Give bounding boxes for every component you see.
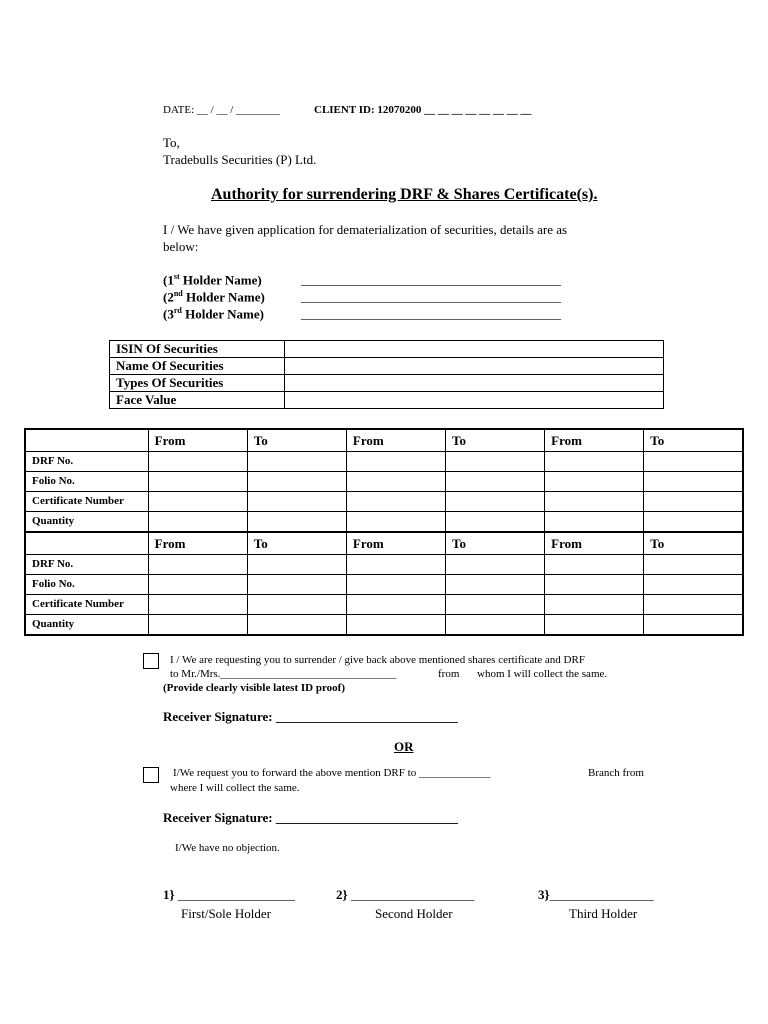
table-cell[interactable]: [247, 512, 346, 533]
header-to: To: [446, 429, 545, 452]
option1-collect-text: whom I will collect the same.: [477, 668, 608, 680]
security-name-label: Name Of Securities: [110, 358, 285, 375]
table-cell[interactable]: [148, 595, 247, 615]
table-cell[interactable]: [346, 575, 445, 595]
option2-line-2: where I will collect the same.: [170, 782, 300, 794]
table-cell[interactable]: [644, 595, 743, 615]
table-row: [25, 595, 743, 615]
quantity-label: Quantity: [25, 615, 148, 636]
table-cell[interactable]: [644, 472, 743, 492]
header-to: To: [247, 429, 346, 452]
table-cell[interactable]: [545, 595, 644, 615]
header-from: From: [545, 429, 644, 452]
isin-value-cell[interactable]: [285, 341, 664, 358]
table-row: [110, 358, 664, 375]
table-cell[interactable]: [545, 575, 644, 595]
intro-line-2: below:: [163, 239, 199, 254]
table-cell[interactable]: [644, 492, 743, 512]
table-cell[interactable]: [446, 472, 545, 492]
holder-1-label: (1st Holder Name): [163, 272, 262, 288]
table-row: [110, 375, 664, 392]
option1-from-text: from: [438, 668, 460, 680]
table-cell[interactable]: [148, 512, 247, 533]
table-header-row: [25, 429, 743, 452]
signatory-1-line[interactable]: 1} __________________: [163, 887, 295, 902]
security-type-label: Types Of Securities: [110, 375, 285, 392]
surrender-checkbox[interactable]: [143, 653, 159, 669]
holder-1-input[interactable]: ________________________________________: [301, 272, 561, 287]
folio-no-label: Folio No.: [25, 575, 148, 595]
table-cell[interactable]: [148, 452, 247, 472]
table-cell[interactable]: [148, 472, 247, 492]
table-cell[interactable]: [446, 452, 545, 472]
table-row: [25, 615, 743, 636]
or-separator: OR: [394, 739, 414, 754]
id-proof-note: (Provide clearly visible latest ID proof): [163, 682, 345, 694]
table-cell[interactable]: [545, 615, 644, 636]
table-cell[interactable]: [446, 512, 545, 533]
signatory-3-line[interactable]: 3}________________: [538, 887, 654, 902]
table-cell[interactable]: [148, 615, 247, 636]
table-cell[interactable]: [346, 492, 445, 512]
header-from: From: [346, 532, 445, 555]
table-cell[interactable]: [644, 615, 743, 636]
table-row: [25, 512, 743, 533]
table-cell[interactable]: [346, 555, 445, 575]
securities-table: [109, 340, 664, 409]
table-row: [110, 392, 664, 409]
header-to: To: [644, 429, 743, 452]
date-field[interactable]: DATE: __ / __ / ________: [163, 104, 281, 116]
signatory-1-label: First/Sole Holder: [181, 906, 271, 921]
intro-line-1: I / We have given application for dematerialization of securities, details are as: [163, 222, 568, 237]
drf-no-label: DRF No.: [25, 555, 148, 575]
page-title: Authority for surrendering DRF & Shares Certificate(s).: [211, 186, 598, 203]
client-id-field[interactable]: CLIENT ID: 12070200 __ __ __ __ __ __ __ __: [314, 104, 532, 116]
forward-checkbox[interactable]: [143, 767, 159, 783]
table-row: [25, 472, 743, 492]
table-cell[interactable]: [644, 575, 743, 595]
signatory-2-label: Second Holder: [375, 906, 453, 921]
holder-3-label: (3rd Holder Name): [163, 306, 264, 322]
table-cell[interactable]: [247, 555, 346, 575]
table-cell[interactable]: [148, 575, 247, 595]
face-value-value-cell[interactable]: [285, 392, 664, 409]
table-corner-cell: [25, 429, 148, 452]
table-cell[interactable]: [247, 575, 346, 595]
table-row: [25, 452, 743, 472]
table-row: [110, 341, 664, 358]
security-type-value-cell[interactable]: [285, 375, 664, 392]
drf-table: [24, 428, 744, 636]
table-cell[interactable]: [545, 512, 644, 533]
receiver-signature-2[interactable]: Receiver Signature: ____________________________: [163, 810, 458, 825]
table-row: [25, 575, 743, 595]
face-value-label: Face Value: [110, 392, 285, 409]
table-cell[interactable]: [346, 595, 445, 615]
table-corner-cell: [25, 532, 148, 555]
table-cell[interactable]: [545, 555, 644, 575]
table-cell[interactable]: [446, 492, 545, 512]
table-cell[interactable]: [446, 615, 545, 636]
table-cell[interactable]: [644, 452, 743, 472]
isin-label: ISIN Of Securities: [110, 341, 285, 358]
header-to: To: [446, 532, 545, 555]
option2-branch-text: Branch from: [588, 767, 644, 779]
table-cell[interactable]: [346, 472, 445, 492]
table-cell[interactable]: [346, 512, 445, 533]
header-from: From: [148, 429, 247, 452]
table-cell[interactable]: [545, 452, 644, 472]
table-cell[interactable]: [545, 492, 644, 512]
header-from: From: [346, 429, 445, 452]
table-cell[interactable]: [247, 595, 346, 615]
holder-2-label: (2nd Holder Name): [163, 289, 265, 305]
header-to: To: [247, 532, 346, 555]
option1-line-1: I / We are requesting you to surrender / give back above mentioned shares certificate and DRF: [170, 654, 585, 666]
holder-3-input[interactable]: ________________________________________: [301, 306, 561, 321]
address-company: Tradebulls Securities (P) Ltd.: [163, 152, 317, 167]
header-to: To: [644, 532, 743, 555]
table-cell[interactable]: [247, 492, 346, 512]
folio-no-label: Folio No.: [25, 472, 148, 492]
header-from: From: [148, 532, 247, 555]
table-cell[interactable]: [446, 555, 545, 575]
table-header-row: [25, 532, 743, 555]
table-cell[interactable]: [247, 615, 346, 636]
no-objection-text: I/We have no objection.: [175, 842, 280, 854]
option1-name-field[interactable]: to Mr./Mrs.________________________________: [170, 668, 397, 680]
option2-line-1[interactable]: I/We request you to forward the above mention DRF to _____________: [173, 767, 491, 779]
header-from: From: [545, 532, 644, 555]
table-cell[interactable]: [247, 472, 346, 492]
holder-2-input[interactable]: ________________________________________: [301, 289, 561, 304]
signatory-3-label: Third Holder: [569, 906, 638, 921]
table-row: [25, 555, 743, 575]
table-cell[interactable]: [346, 452, 445, 472]
table-cell[interactable]: [148, 492, 247, 512]
table-cell[interactable]: [446, 595, 545, 615]
quantity-label: Quantity: [25, 512, 148, 533]
address-to: To,: [163, 135, 180, 150]
receiver-signature-1[interactable]: Receiver Signature: ____________________________: [163, 709, 458, 724]
table-cell[interactable]: [644, 555, 743, 575]
certificate-number-label: Certificate Number: [25, 595, 148, 615]
security-name-value-cell[interactable]: [285, 358, 664, 375]
table-cell[interactable]: [545, 472, 644, 492]
table-cell[interactable]: [446, 575, 545, 595]
table-row: [25, 492, 743, 512]
table-cell[interactable]: [148, 555, 247, 575]
signatory-2-line[interactable]: 2} ___________________: [336, 887, 475, 902]
table-cell[interactable]: [644, 512, 743, 533]
table-cell[interactable]: [346, 615, 445, 636]
certificate-number-label: Certificate Number: [25, 492, 148, 512]
table-cell[interactable]: [247, 452, 346, 472]
drf-no-label: DRF No.: [25, 452, 148, 472]
